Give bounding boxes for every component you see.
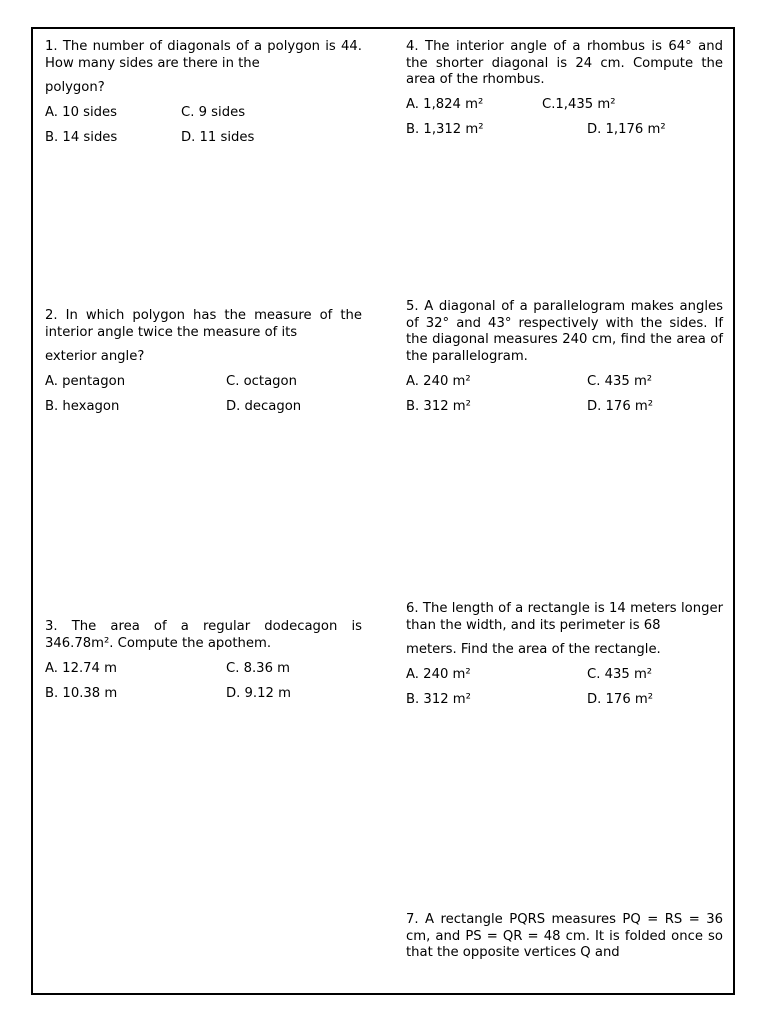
question-3-options-row-2 [45, 686, 362, 703]
question-5-options-row-1 [406, 374, 723, 391]
question-6-continuation: meters. Find the area of the rectangle. [406, 642, 661, 657]
question-3 [45, 619, 362, 702]
question-4-option-a: A. 1,824 m² [406, 97, 484, 112]
question-5-option-c: C. 435 m² [587, 373, 653, 389]
question-1-option-a: A. 10 sides [45, 105, 118, 120]
question-4 [406, 39, 723, 139]
question-6-stem: 6. The length of a rectangle is 14 meters longer than the width, and its perimeter is 68 [406, 601, 723, 633]
question-6 [406, 601, 723, 709]
question-5-option-d: D. 176 m² [587, 398, 654, 414]
question-1-stem: 1. The number of diagonals of a polygon is 44. How many sides are there in the [45, 39, 362, 71]
question-4-stem: 4. The interior angle of a rhombus is 64° and the shorter diagonal is 24 cm. Compute the area of the rhombus. [406, 39, 723, 87]
question-5-stem: 5. A diagonal of a parallelogram makes angles of 32° and 43° respectively with the sides. If the diagonal measures 240 cm, find the area of the parallelogram. [406, 299, 723, 364]
question-3-option-a: A. 12.74 m [45, 660, 117, 676]
question-4-option-b: B. 1,312 m² [406, 122, 484, 137]
question-1 [45, 39, 362, 147]
question-5 [406, 299, 723, 415]
question-4-options-row-1 [406, 97, 723, 114]
question-3-option-d: D. 9.12 m [226, 685, 291, 701]
question-7 [406, 912, 723, 962]
question-1-option-b: B. 14 sides [45, 130, 118, 145]
question-7-stem: 7. A rectangle PQRS measures PQ = RS = 36 cm, and PS = QR = 48 cm. It is folded once so that the opposite vertices Q and [406, 912, 723, 960]
question-2-stem: 2. In which polygon has the measure of the interior angle twice the measure of its [45, 308, 362, 340]
question-1-options-row-1 [45, 105, 362, 122]
question-2-option-b: B. hexagon [45, 399, 120, 414]
question-5-options-row-2 [406, 399, 723, 416]
question-6-options-row-2 [406, 692, 723, 709]
question-6-option-c: C. 435 m² [587, 667, 653, 682]
question-6-option-d: D. 176 m² [587, 692, 654, 707]
question-2-options-row-1 [45, 374, 362, 391]
question-2-options-row-2 [45, 399, 362, 416]
question-3-stem: 3. The area of a regular dodecagon is 346.78m². Compute the apothem. [45, 619, 362, 651]
question-2-continuation: exterior angle? [45, 349, 145, 364]
question-1-continuation: polygon? [45, 80, 105, 95]
question-1-options-row-2 [45, 130, 362, 147]
question-4-options-row-2 [406, 122, 723, 139]
question-4-option-c: C.1,435 m² [542, 97, 616, 112]
question-2-option-d: D. decagon [226, 399, 302, 414]
question-3-option-c: C. 8.36 m [226, 660, 290, 676]
question-6-option-b: B. 312 m² [406, 692, 471, 707]
question-4-option-d: D. 1,176 m² [587, 122, 666, 137]
question-2-option-a: A. pentagon [45, 374, 126, 389]
question-5-option-b: B. 312 m² [406, 398, 471, 414]
question-6-option-a: A. 240 m² [406, 667, 471, 682]
question-1-option-d: D. 11 sides [181, 130, 255, 145]
question-2 [45, 308, 362, 416]
question-1-option-c: C. 9 sides [181, 105, 246, 120]
question-6-options-row-1 [406, 667, 723, 684]
question-2-option-c: C. octagon [226, 374, 297, 389]
question-3-option-b: B. 10.38 m [45, 685, 118, 701]
question-3-options-row-1 [45, 661, 362, 678]
question-5-option-a: A. 240 m² [406, 373, 471, 389]
page-border [31, 27, 735, 995]
